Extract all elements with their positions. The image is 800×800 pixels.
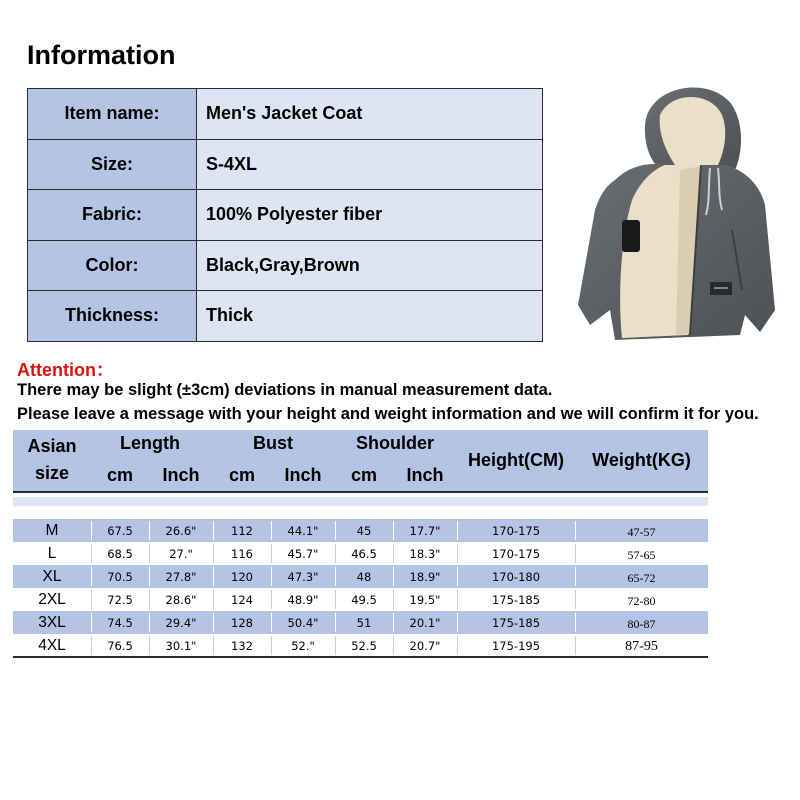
table-row <box>13 542 708 565</box>
size-cell: 3XL <box>38 614 66 631</box>
info-row <box>28 139 543 190</box>
header-length: Length <box>120 433 180 453</box>
length-inch-cell: 29.4" <box>165 616 197 630</box>
header-shoulder: Shoulder <box>355 433 434 453</box>
info-value: Men's Jacket Coat <box>197 89 543 140</box>
size-table-header <box>13 430 708 491</box>
header-shoulder-cm: cm <box>350 465 377 485</box>
info-value: Thick <box>197 291 543 342</box>
shoulder-cm-cell: 51 <box>356 616 372 630</box>
size-cell: XL <box>42 568 62 585</box>
weight-cell: 87-95 <box>625 639 658 654</box>
table-row <box>13 611 708 634</box>
header-bust: Bust <box>253 433 293 453</box>
shoulder-inch-cell: 20.7" <box>409 639 441 653</box>
length-cm-cell: 72.5 <box>107 593 133 607</box>
bust-inch-cell: 50.4" <box>287 616 319 630</box>
header-asian: Asian <box>27 436 77 456</box>
weight-cell: 57-65 <box>627 548 656 562</box>
table-row <box>13 519 708 542</box>
height-cell: 175-185 <box>491 593 541 607</box>
length-cm-cell: 74.5 <box>107 616 133 630</box>
header-weight: Weight(KG) <box>592 450 691 470</box>
length-cm-cell: 67.5 <box>107 524 133 538</box>
info-table <box>27 88 543 342</box>
info-value: S-4XL <box>197 139 543 190</box>
bust-cm-cell: 116 <box>231 547 253 561</box>
weight-cell: 47-57 <box>627 525 656 539</box>
header-height: Height(CM) <box>468 450 564 470</box>
header-rule <box>13 491 708 493</box>
weight-cell: 72-80 <box>627 594 656 608</box>
bust-cm-cell: 128 <box>231 616 253 630</box>
info-label: Thickness: <box>28 291 197 342</box>
table-row <box>13 588 708 611</box>
length-cm-cell: 68.5 <box>107 547 133 561</box>
info-row <box>28 240 543 291</box>
header-shoulder-inch: Inch <box>406 465 444 485</box>
header-length-inch: Inch <box>162 465 200 485</box>
info-label: Item name: <box>28 89 197 140</box>
measurement-note: There may be slight (±3cm) deviations in manual measurement data. <box>17 381 553 399</box>
bust-inch-cell: 47.3" <box>287 570 319 584</box>
bust-inch-cell: 44.1" <box>287 524 319 538</box>
header-spacer <box>13 497 708 506</box>
info-row <box>28 291 543 342</box>
weight-cell: 80-87 <box>627 617 656 631</box>
size-cell: 4XL <box>38 637 66 654</box>
weight-cell: 65-72 <box>627 571 656 585</box>
shoulder-cm-cell: 48 <box>356 570 372 584</box>
jacket-photo <box>560 70 785 360</box>
contact-note: Please leave a message with your height and weight information and we will confirm it for you. <box>17 405 759 423</box>
bust-inch-cell: 45.7" <box>287 547 319 561</box>
height-cell: 170-180 <box>491 570 541 584</box>
bust-cm-cell: 112 <box>231 524 253 538</box>
table-bottom-rule <box>13 656 708 658</box>
shoulder-cm-cell: 49.5 <box>351 593 377 607</box>
page-title: Information <box>27 40 176 70</box>
info-value: Black,Gray,Brown <box>197 240 543 291</box>
bust-inch-cell: 52." <box>291 639 315 653</box>
size-cell: M <box>45 522 59 539</box>
length-inch-cell: 30.1" <box>165 639 197 653</box>
info-label: Size: <box>28 139 197 190</box>
info-row <box>28 190 543 241</box>
info-label: Color: <box>28 240 197 291</box>
shoulder-inch-cell: 18.3" <box>409 547 441 561</box>
header-size: size <box>34 463 70 483</box>
length-inch-cell: 27." <box>169 547 193 561</box>
length-cm-cell: 70.5 <box>107 570 133 584</box>
length-inch-cell: 27.8" <box>165 570 197 584</box>
shoulder-inch-cell: 17.7" <box>409 524 441 538</box>
bust-cm-cell: 120 <box>231 570 253 584</box>
header-length-cm: cm <box>106 465 133 485</box>
header-bust-inch: Inch <box>284 465 322 485</box>
length-inch-cell: 28.6" <box>165 593 197 607</box>
shoulder-inch-cell: 19.5" <box>409 593 441 607</box>
table-row <box>13 634 708 657</box>
height-cell: 175-195 <box>491 639 541 653</box>
height-cell: 170-175 <box>491 524 541 538</box>
height-cell: 175-185 <box>491 616 541 630</box>
info-row <box>28 89 543 140</box>
info-value: 100% Polyester fiber <box>197 190 543 241</box>
size-cell: L <box>47 545 57 562</box>
shoulder-inch-cell: 20.1" <box>409 616 441 630</box>
info-label: Fabric: <box>28 190 197 241</box>
length-inch-cell: 26.6" <box>165 524 197 538</box>
bust-cm-cell: 132 <box>231 639 253 653</box>
shoulder-inch-cell: 18.9" <box>409 570 441 584</box>
bust-cm-cell: 124 <box>231 593 253 607</box>
bust-inch-cell: 48.9" <box>287 593 319 607</box>
height-cell: 170-175 <box>491 547 541 561</box>
attention-label: Attention： <box>17 360 114 380</box>
shoulder-cm-cell: 46.5 <box>351 547 377 561</box>
table-row <box>13 565 708 588</box>
shoulder-cm-cell: 52.5 <box>351 639 377 653</box>
size-cell: 2XL <box>38 591 66 608</box>
shoulder-cm-cell: 45 <box>356 524 372 538</box>
length-cm-cell: 76.5 <box>107 639 133 653</box>
header-bust-cm: cm <box>228 465 255 485</box>
